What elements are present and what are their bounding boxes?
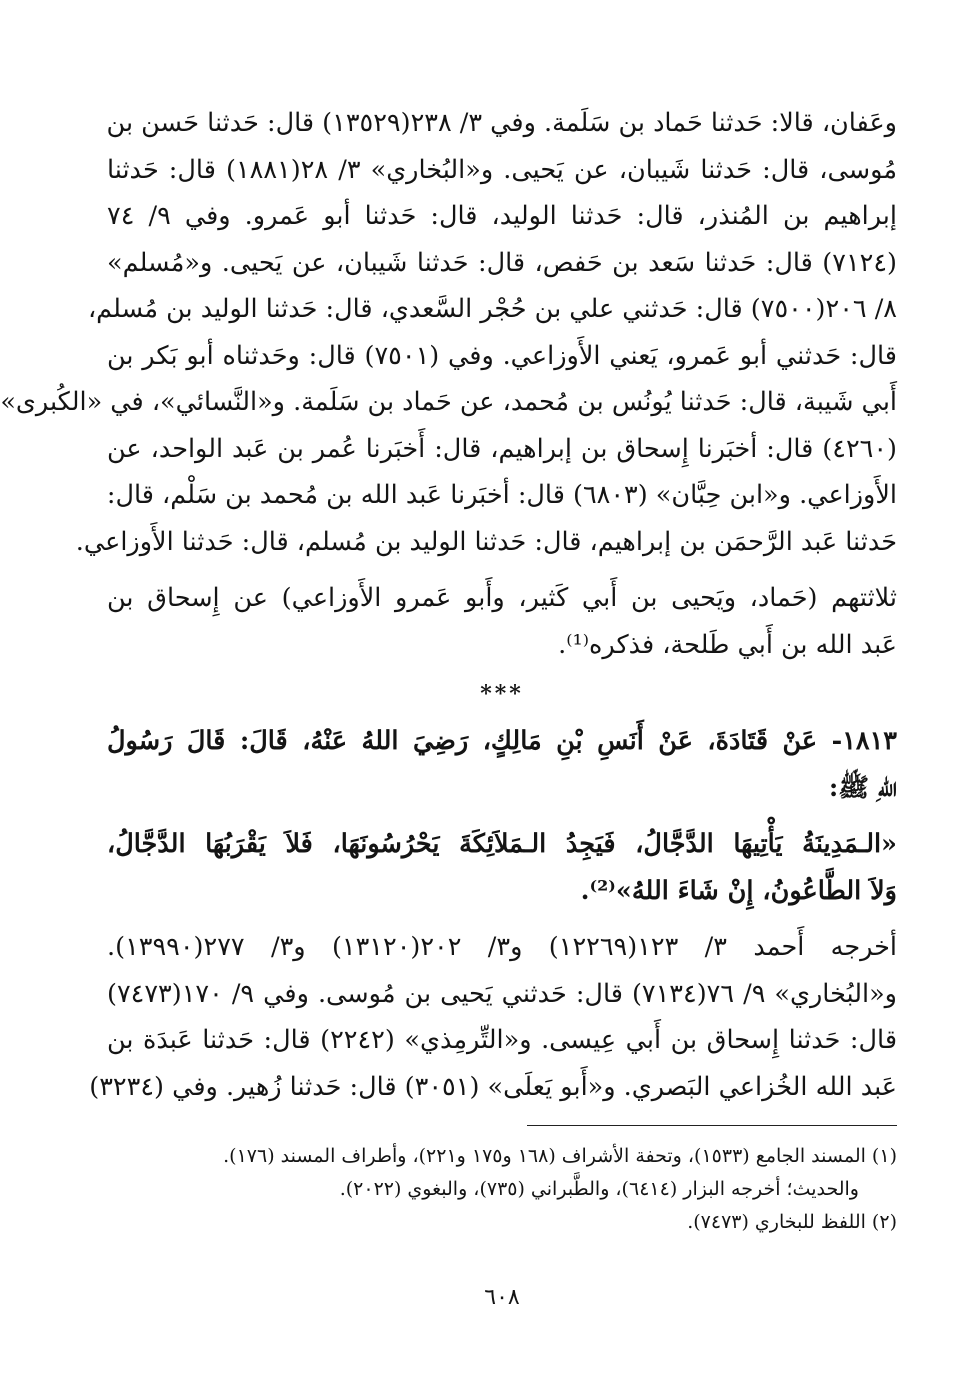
text-line: ثلاثتهم (حَماد، ويَحيى بن أَبي كَثير، وأَبو عَمرو الأَوزاعي) عن إِسحاق بن <box>107 583 897 613</box>
footnote-divider <box>527 1125 897 1126</box>
section-separator: *** <box>480 681 524 707</box>
text-line: مُوسى، قال: حَدثنا شَيبان، عن يَحيى. و«البُخاري» ٣/ ٢٨(١٨٨١) قال: حَدثنا <box>107 154 897 185</box>
text-line: ٨/ ٢٠٦(٧٥٠٠) قال: حَدثني علي بن حُجْر السَّعدي، قال: حَدثنا الوليد بن مُسلم، <box>87 294 897 324</box>
text-line: قال: حَدثنا إِسحاق بن أَبي عِيسى. و«التِّرمِذي» (٢٢٤٢) قال: حَدثنا عَبدَة بن <box>107 1025 898 1055</box>
text-line: (٧١٢٤) قال: حَدثنا سَعد بن حَفص، قال: حَدثنا شَيبان، عن يَحيى. و«مُسلم» <box>107 247 897 278</box>
hadith-heading <box>107 718 897 811</box>
text-line: وعَفان، قالا: حَدثنا حَماد بن سَلَمة. وفي ٣/ ٢٣٨(١٣٥٢٩) قال: حَدثنا حَسن بن <box>106 108 897 138</box>
text-line: (٤٢٦٠) قال: أخبَرنا إِسحاق بن إبراهيم، قال: أَخبَرنا عُمر بن عَبد الواحد، عن <box>107 433 897 464</box>
paragraph-sources <box>0 100 897 565</box>
text-line: عَبد الله الخُزاعي البَصري. و«أَبو يَعلَى» (٣٠٥١) قال: حَدثنا زُهير. وفي (٣٢٣٤) <box>89 1071 897 1102</box>
text-line: حَدثنا عَبد الرَّحمَن بن إبراهيم، قال: حَدثنا الوليد بن مُسلم، قال: حَدثنا الأَوزاعي. <box>75 526 897 557</box>
hadith-text <box>107 821 897 914</box>
text-line: «الـمَدِينَةُ يَأْتِيهَا الدَّجَّالُ، فَيَجِدُ الـمَلاَئِكَةَ يَحْرُسُونَهَا، فَلاَ يَقْرَبُهَا الدَّجَّالُ، <box>107 829 897 859</box>
paragraph-summary <box>107 575 897 668</box>
text-line: وَلاَ الطَّاعُونُ، إِنْ شَاءَ اللهُ»⁽²⁾. <box>580 875 897 906</box>
text-line: ١٨١٣- عَنْ قَتَادَةَ، عَنْ أَنَسِ بْنِ مَالِكٍ، رَضِيَ اللهُ عَنْهُ، قَالَ: قَالَ رَسُولُ <box>107 726 897 756</box>
text-line: أَبي شَيبة، قال: حَدثنا يُونُس بن مُحمد، عن حَماد بن سَلَمة. و«النَّسائي»، في «الكُبرى» <box>0 387 897 417</box>
text-line: و«البُخاري» ٩/ ٧٦(٧١٣٤) قال: حَدثني يَحيى بن مُوسى. وفي ٩/ ١٧٠(٧٤٧٣) <box>107 978 897 1009</box>
footnote-2: (٢) اللفظ للبخاري (٧٤٧٣). <box>687 1211 897 1233</box>
page-body <box>0 100 898 1110</box>
footnote-1: (١) المسند الجامع (١٥٣٣)، وتحفة الأشراف (١٦٨ و١٧٥ و٢٢١)، وأطراف المسند (١٧٦). <box>223 1145 897 1167</box>
page-number: ٦٠٨ <box>484 1285 520 1310</box>
footnote-1-continuation: والحديث؛ أخرجه البزار (٦٤١٤)، والطَّبراني (٧٣٥)، والبغوي (٢٠٢٢). <box>339 1178 859 1200</box>
text-line: إبراهيم بن المُنذر، قال: حَدثنا الوليد، قال: حَدثنا أبو عَمرو. وفي ٩/ ٧٤ <box>107 201 897 231</box>
paragraph-takhrij <box>89 924 898 1110</box>
text-line: قال: حَدثني أبو عَمرو، يَعني الأَوزاعي. وفي (٧٥٠١) قال: وحَدثناه أبو بَكر بن <box>107 340 897 371</box>
text-line: عَبد الله بن أَبي طَلحة، فذكره⁽¹⁾. <box>558 629 897 660</box>
text-line: الأَوزاعي. و«ابن حِبَّان» (٦٨٠٣) قال: أخبَرنا عَبد الله بن مُحمد بن سَلْم، قال: <box>106 480 897 510</box>
text-line: اللهِ ﷺ: <box>828 772 897 803</box>
text-line: أخرجه أَحمد ٣/ ١٢٣(١٢٢٦٩) و٣/ ٢٠٢(١٣١٢٠) و٣/ ٢٧٧(١٣٩٩٠). <box>107 932 898 962</box>
footnotes <box>107 1140 897 1239</box>
